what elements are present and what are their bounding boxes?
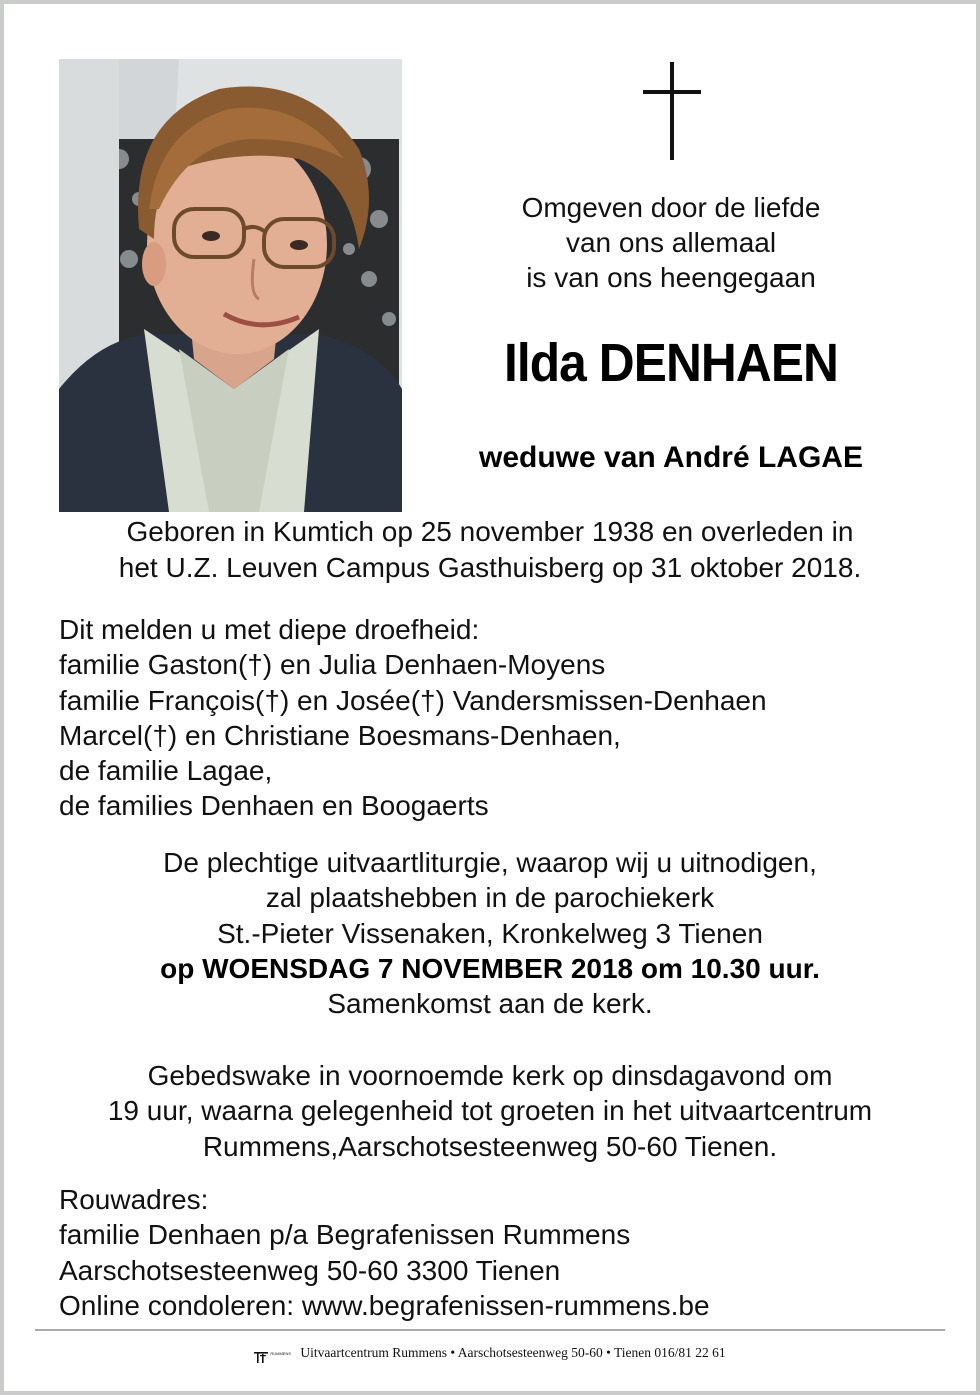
widow-line: weduwe van André LAGAE bbox=[479, 441, 863, 474]
family-line: de familie Lagae, bbox=[59, 755, 273, 787]
birth-line: Geboren in Kumtich op 25 november 1938 en overleden in bbox=[126, 516, 854, 547]
service-line: St.-Pieter Vissenaken, Kronkelweg 3 Tienen bbox=[217, 917, 763, 949]
service-gathering: Samenkomst aan de kerk. bbox=[327, 988, 653, 1020]
vigil-line: Gebedswake in voornoemde kerk op dinsdagavond om bbox=[147, 1060, 833, 1091]
vigil-info bbox=[40, 1058, 940, 1164]
mourning-address bbox=[59, 1182, 939, 1323]
funeral-home-logo-icon bbox=[254, 1350, 270, 1364]
rummens-logo bbox=[254, 1344, 291, 1364]
family-list bbox=[59, 612, 939, 824]
footer-text: Uitvaartcentrum Rummens • Aarschotsesteenweg 50-60 • Tienen 016/81 22 61 bbox=[300, 1345, 726, 1360]
intro-line: is van ons heengegaan bbox=[526, 262, 816, 293]
family-line: Dit melden u met diepe droefheid: bbox=[59, 614, 480, 645]
family-line: de families Denhaen en Boogaerts bbox=[59, 790, 489, 822]
family-line: familie Gaston(†) en Julia Denhaen-Moyens bbox=[59, 649, 606, 681]
family-line: familie François(†) en Josée(†) Vandersmissen-Denhaen bbox=[59, 684, 767, 716]
footer bbox=[0, 1343, 980, 1364]
address-line: Aarschotsesteenweg 50-60 3300 Tienen bbox=[59, 1254, 561, 1286]
birth-line: het U.Z. Leuven Campus Gasthuisberg op 31 oktober 2018. bbox=[118, 552, 862, 583]
footer-divider bbox=[35, 1329, 945, 1331]
birth-death-text bbox=[40, 514, 940, 586]
latin-cross-icon bbox=[643, 62, 701, 160]
logo-text: RUMMENS bbox=[270, 1350, 292, 1356]
portrait-photo bbox=[59, 59, 402, 512]
intro-line: van ons allemaal bbox=[565, 227, 777, 258]
service-date: op WOENSDAG 7 NOVEMBER 2018 om 10.30 uur. bbox=[160, 952, 820, 984]
address-heading: Rouwadres: bbox=[59, 1184, 209, 1215]
service-line: De plechtige uitvaartliturgie, waarop wij u uitnodigen, bbox=[163, 847, 817, 878]
deceased-name: Ilda DENHAEN bbox=[503, 333, 838, 393]
address-line: familie Denhaen p/a Begrafenissen Rummens bbox=[59, 1219, 631, 1251]
service-info bbox=[40, 845, 940, 1021]
vigil-line: 19 uur, waarna gelegenheid tot groeten in het uitvaartcentrum bbox=[107, 1095, 873, 1127]
intro-line: Omgeven door de liefde bbox=[521, 192, 821, 223]
family-line: Marcel(†) en Christiane Boesmans-Denhaen, bbox=[59, 719, 621, 751]
condolence-link[interactable]: Online condoleren: www.begrafenissen-rummens.be bbox=[59, 1289, 710, 1321]
intro-text bbox=[440, 190, 902, 295]
vigil-line: Rummens,Aarschotsesteenweg 50-60 Tienen. bbox=[202, 1130, 778, 1162]
service-line: zal plaatshebben in de parochiekerk bbox=[265, 882, 715, 914]
